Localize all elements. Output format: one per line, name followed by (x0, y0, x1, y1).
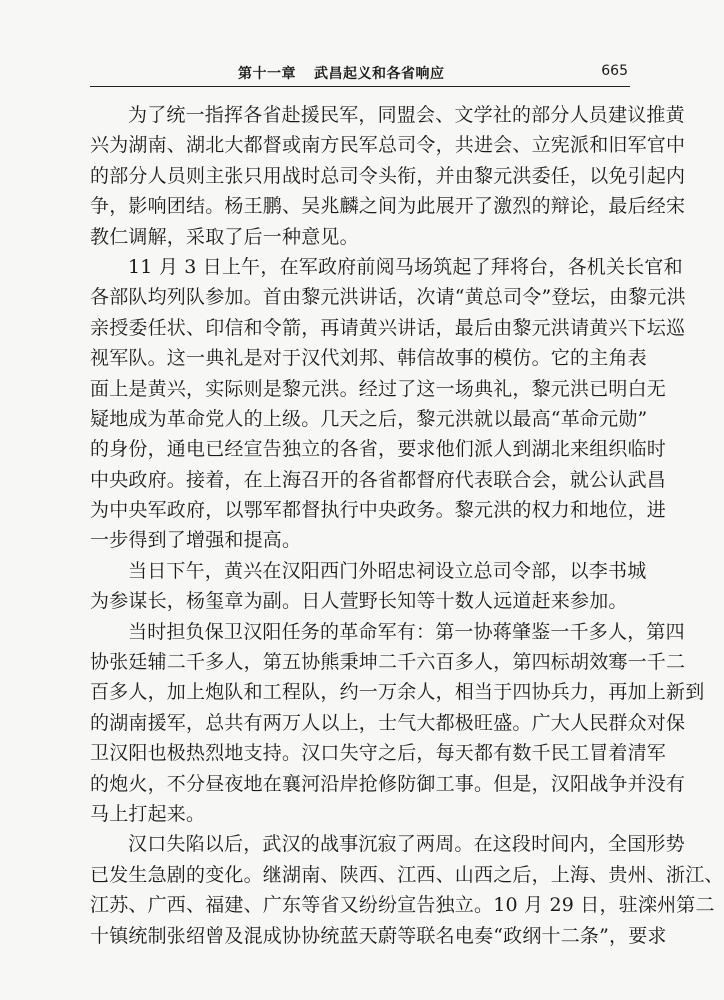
page-number: 665 (601, 63, 628, 79)
text-line: 兴为湖南、湖北大都督或南方民军总司令，共进会、立宪派和旧军官中 (90, 134, 686, 157)
text-line: 为了统一指挥各省赴援民军，同盟会、文学社的部分人员建议推黄 (128, 104, 685, 126)
text-line: 面上是黄兴，实际则是黎元洪。经过了这一场典礼，黎元洪已明白无 (90, 377, 667, 400)
text-line: 视军队。这一典礼是对于汉代刘邦、韩信故事的模仿。它的主角表 (90, 347, 647, 370)
text-line: 疑地成为革命党人的上级。几天之后，黎元洪就以最高“革命元勋” (90, 407, 648, 430)
text-line: 的炮火，不分昼夜地在襄河沿岸抢修防御工事。但是，汉阳战争并没有 (90, 772, 686, 795)
text-line: 卫汉阳也极热烈地支持。汉口失守之后，每天都有数千民工冒着清军 (90, 742, 667, 765)
text-line: 11 月 3 日上午，在军政府前阅马场筑起了拜将台，各机关长官和 (128, 255, 683, 278)
text-line: 教仁调解，采取了后一种意见。 (90, 225, 359, 248)
text-line: 各部队均列队参加。首由黎元洪讲话，次请“黄总司令”登坛，由黎元洪 (90, 286, 686, 309)
text-line: 的部分人员则主张只用战时总司令头衔，并由黎元洪委任，以免引起内 (90, 164, 686, 187)
text-line: 当时担负保卫汉阳任务的革命军有：第一协蒋肇鉴一千多人，第四 (128, 620, 685, 643)
text-line: 当日下午，黄兴在汉阳西门外昭忠祠设立总司令部，以李书城 (128, 559, 647, 582)
text-line: 十镇统制张绍曾及混成协协统蓝天蔚等联名电奏“政纲十二条”，要求 (90, 924, 667, 947)
text-line: 的身份，通电已经宣告独立的各省，要求他们派人到湖北来组织临时 (90, 438, 667, 461)
text-line: 争，影响团结。杨王鹏、吴兆麟之间为此展开了激烈的辩论，最后经宋 (90, 195, 686, 218)
text-line: 已发生急剧的变化。继湖南、陕西、江西、山西之后，上海、贵州、浙江、 (90, 863, 724, 886)
running-header (90, 62, 630, 87)
text-line: 中央政府。接着，在上海召开的各省都督府代表联合会，就公认武昌 (90, 468, 667, 491)
text-line: 百多人，加上炮队和工程队，约一万余人，相当于四协兵力，再加上新到 (90, 681, 705, 704)
text-line: 为中央军政府，以鄂军都督执行中央政务。黎元洪的权力和地位，进 (90, 499, 667, 522)
text-line: 马上打起来。 (90, 802, 206, 825)
text-line: 亲授委任状、印信和令箭，再请黄兴讲话，最后由黎元洪请黄兴下坛巡 (90, 316, 686, 339)
text-line: 江苏、广西、福建、广东等省又纷纷宣告独立。10 月 29 日，驻滦州第二 (90, 894, 715, 917)
text-line: 协张廷辅二千多人，第五协熊秉坤二千六百多人，第四标胡效骞一千二 (90, 651, 686, 674)
body-text (90, 100, 724, 951)
chapter-title: 武昌起义和各省响应 (314, 66, 445, 82)
chapter-number: 第十一章 (238, 66, 296, 82)
chapter-heading (238, 63, 445, 83)
text-line: 一步得到了增强和提高。 (90, 529, 302, 552)
text-line: 汉口失陷以后，武汉的战事沉寂了两周。在这段时间内，全国形势 (128, 833, 685, 856)
text-line: 的湖南援军，总共有两万人以上，士气大都极旺盛。广大人民群众对保 (90, 711, 686, 734)
text-line: 为参谋长，杨玺章为副。日人萱野长知等十数人远道赶来参加。 (90, 590, 628, 613)
